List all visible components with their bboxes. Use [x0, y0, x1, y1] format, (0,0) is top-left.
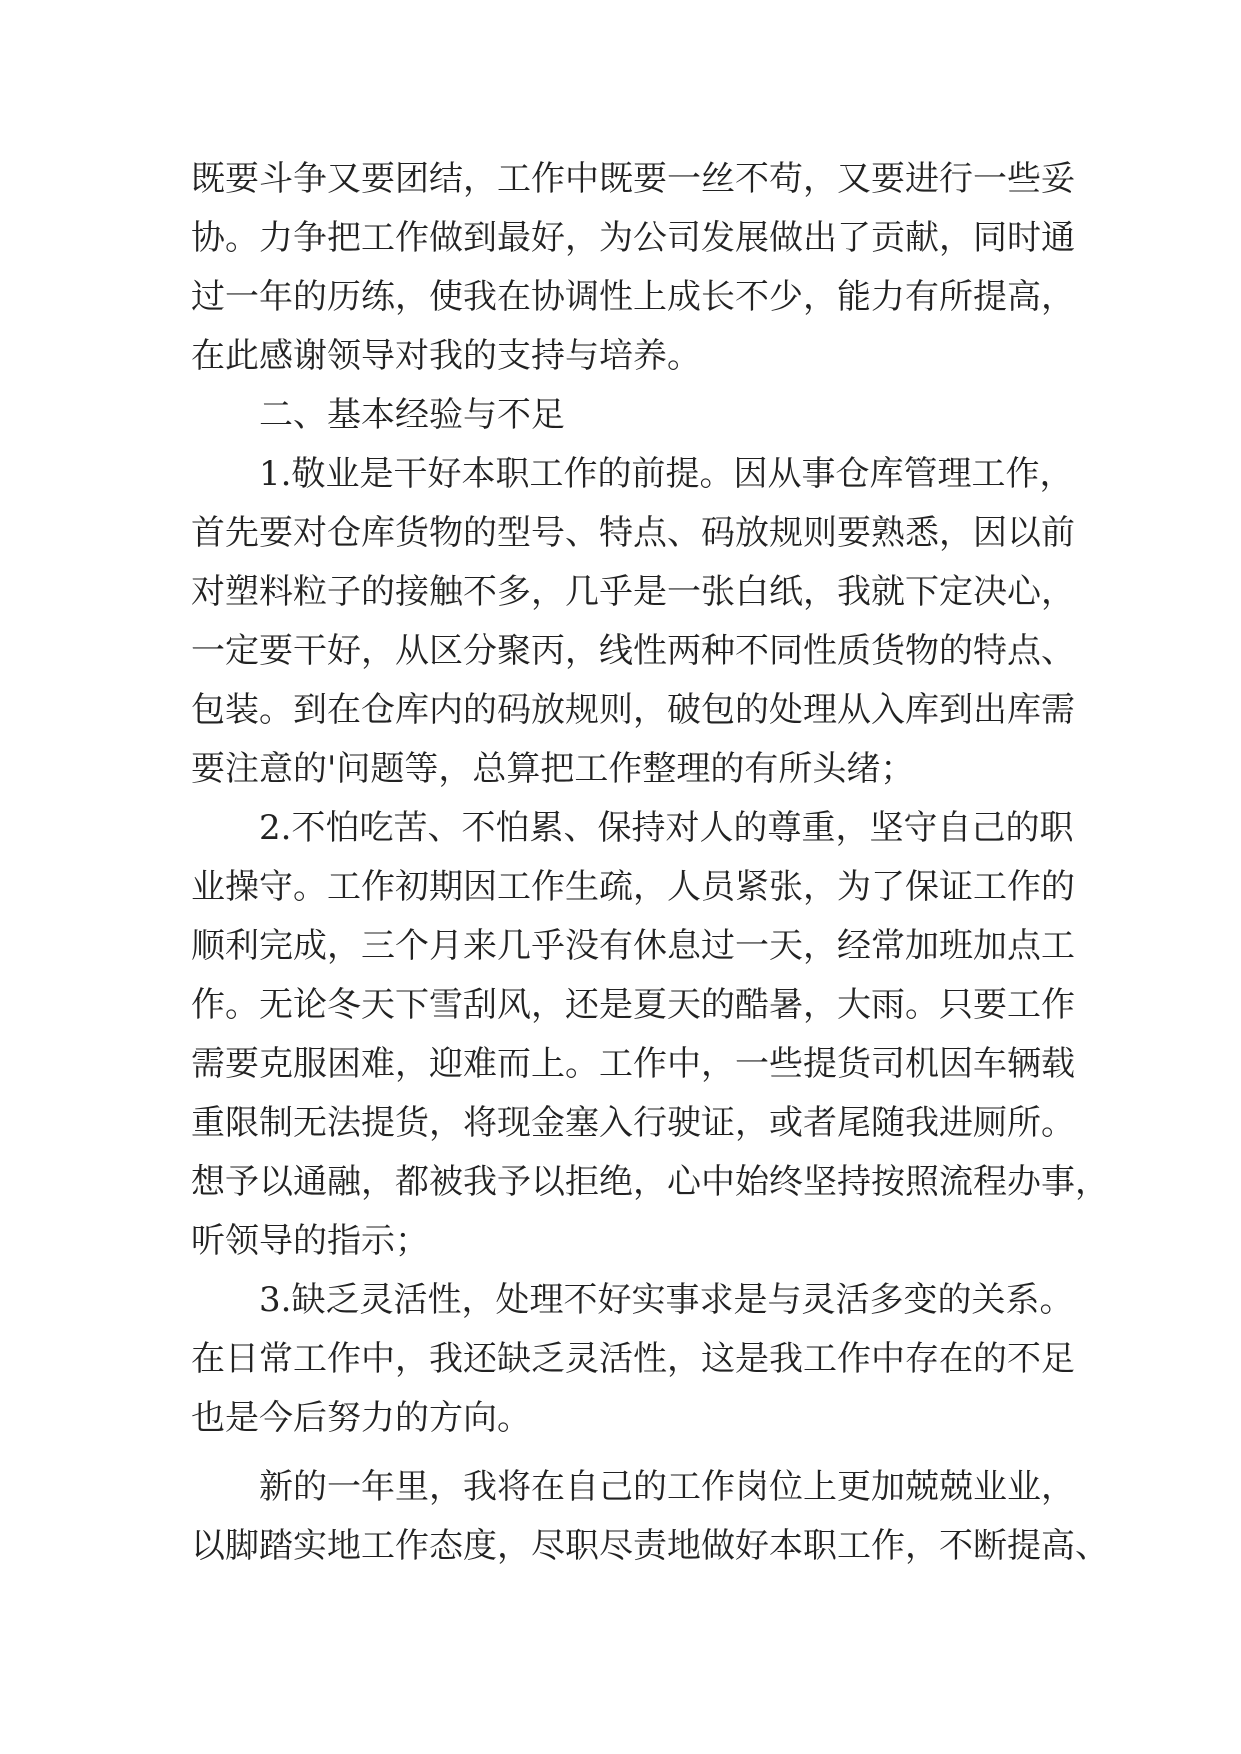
section-heading: 二、基本经验与不足: [259, 395, 565, 435]
document-body: [191, 150, 1109, 1576]
text-line: 在日常工作中，我还缺乏灵活性，这是我工作中存在的不足: [191, 1339, 1075, 1379]
text-line: 顺利完成，三个月来几乎没有休息过一天，经常加班加点工: [191, 926, 1075, 966]
text-line: 需要克服困难，迎难而上。工作中，一些提货司机因车辆载: [191, 1044, 1075, 1084]
text-line: 协。力争把工作做到最好，为公司发展做出了贡献，同时通: [191, 218, 1075, 258]
text-line: 业操守。工作初期因工作生疏，人员紧张，为了保证工作的: [191, 867, 1075, 907]
text-line: 过一年的历练，使我在协调性上成长不少，能力有所提高，: [191, 277, 1075, 317]
text-line: 一定要干好，从区分聚丙，线性两种不同性质货物的特点、: [191, 631, 1075, 671]
text-line: 重限制无法提货，将现金塞入行驶证，或者尾随我进厕所。: [191, 1103, 1075, 1143]
text-line: 作。无论冬天下雪刮风，还是夏天的酷暑，大雨。只要工作: [191, 985, 1075, 1025]
text-line: 以脚踏实地工作态度，尽职尽责地做好本职工作，不断提高、: [191, 1526, 1109, 1566]
text-line: 既要斗争又要团结，工作中既要一丝不苟，又要进行一些妥: [191, 159, 1075, 199]
text-line: 听领导的指示；: [191, 1221, 429, 1261]
text-line: 新的一年里，我将在自己的工作岗位上更加兢兢业业，: [259, 1467, 1075, 1507]
text-line: 对塑料粒子的接触不多，几乎是一张白纸，我就下定决心，: [191, 572, 1075, 612]
text-line: 2.不怕吃苦、不怕累、保持对人的尊重，坚守自己的职: [259, 808, 1074, 848]
text-line: 3.缺乏灵活性，处理不好实事求是与灵活多变的关系。: [259, 1280, 1074, 1320]
text-line: 要注意的'问题等，总算把工作整理的有所头绪；: [191, 749, 915, 789]
text-line: 在此感谢领导对我的支持与培养。: [191, 336, 701, 376]
text-line: 也是今后努力的方向。: [191, 1398, 531, 1438]
text-line: 包装。到在仓库内的码放规则，破包的处理从入库到出库需: [191, 690, 1075, 730]
text-line: 1.敬业是干好本职工作的前提。因从事仓库管理工作，: [259, 454, 1074, 494]
text-line: 首先要对仓库货物的型号、特点、码放规则要熟悉，因以前: [191, 513, 1075, 553]
text-line: 想予以通融，都被我予以拒绝，心中始终坚持按照流程办事，: [191, 1162, 1109, 1202]
